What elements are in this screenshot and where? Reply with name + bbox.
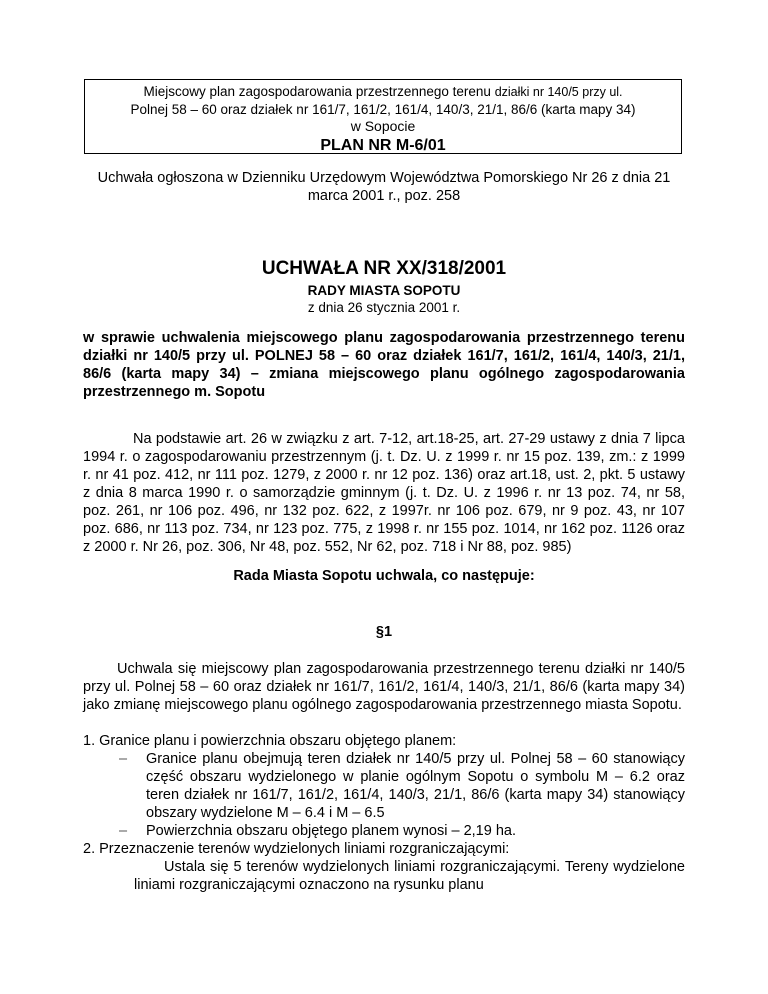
resolution-subject: w sprawie uchwalenia miejscowego planu zagospodarowania przestrzennego terenu działki nr 140/5 przy ul. POLNEJ 58 – 60 oraz działek 161/7, 161/2, 161/4, 140/3, 21/1, 86/6 (karta mapy 34) – zmiana miejscowego planu ogólnego zagospodarowania przestrzennego m. Sopotu [83,330,685,400]
item-1-bullet-list [119,750,685,840]
resolution-council: RADY MIASTA SOPOTU [307,283,461,298]
item-1-heading: 1. Granice planu i powierzchnia obszaru objętego planem: [83,733,457,749]
legal-basis: Na podstawie art. 26 w związku z art. 7-12, art.18-25, art. 27-29 ustawy z dnia 7 lipca 1994 r. o zagospodarowaniu przestrzennym (j. t. Dz. U. z 1999 r. nr 15 poz. 139, zm.: z 1999 r. nr 41 poz. 412, nr 111 poz. 1279, z 2000 r. nr 12 poz. 136) oraz art.18, ust. 2, pkt. 5 ustawy z dnia 8 marca 1990 r. o samorządzie gminnym (j. t. Dz. U. z 1996 r. nr 13 poz. 74, nr 58, poz. 261, nr 106 poz. 496, nr 132 poz. 622, z 1997r. nr 106 poz. 679, nr 9 poz. 43, nr 107 poz. 686, nr 113 poz. 734, nr 123 poz. 775, z 1998 r. nr 155 poz. 1014, nr 162 poz. 1126 oraz z 2000 r. Nr 26, poz. 306, Nr 48, poz. 552, Nr 62, poz. 718 i Nr 88, poz. 985) [83,431,685,555]
bullet-text: Powierzchnia obszaru objętego planem wynosi – 2,19 ha. [146,823,516,839]
resolves-statement: Rada Miasta Sopotu uchwala, co następuje: [233,568,535,584]
header-line-1-small: działki nr 140/5 przy ul. [494,85,623,99]
dash-bullet: – [119,823,128,839]
list-item [119,822,685,840]
item-2-heading: 2. Przeznaczenie terenów wydzielonych liniami rozgraniczającymi: [83,841,510,857]
header-line-3: w Sopocie [350,118,416,134]
item-2-body: Ustala się 5 terenów wydzielonych liniami rozgraniczającymi. Tereny wydzielone liniami rozgraniczającymi oznaczono na rysunku planu [134,859,685,893]
dash-bullet: – [119,751,128,767]
header-line-1 [85,83,681,101]
section-heading: §1 [375,624,393,640]
header-line-1-main: Miejscowy plan zagospodarowania przestrzennego terenu [143,84,491,99]
plan-number: PLAN NR M-6/01 [320,137,446,154]
list-item [119,750,685,822]
header-line-2: Polnej 58 – 60 oraz działek nr 161/7, 161/2, 161/4, 140/3, 21/1, 86/6 (karta mapy 34) [130,102,636,117]
section-paragraph: Uchwala się miejscowy plan zagospodarowania przestrzennego terenu działki nr 140/5 przy ul. Polnej 58 – 60 oraz działek nr 161/7, 161/2, 161/4, 140/3, 21/1, 86/6 (karta mapy 34) jako zmianę miejscowego planu ogólnego zagospodarowania przestrzennego miasta Sopotu. [83,661,685,713]
resolution-date: z dnia 26 stycznia 2001 r. [307,300,461,315]
header-box [84,79,682,154]
bullet-text: Granice planu obejmują teren działek nr 140/5 przy ul. Polnej 58 – 60 stanowiący część obszaru wydzielonego w planie ogólnym Sopotu o symbolu M – 6.2 oraz teren działek nr 161/7, 161/2, 161/4, 140/3, 21/1, 86/6 (karta mapy 34) stanowiący obszary wydzielone M – 6.4 i M – 6.5 [146,751,685,821]
publication-note: Uchwała ogłoszona w Dzienniku Urzędowym Województwa Pomorskiego Nr 26 z dnia 21 marca 2001 r., poz. 258 [97,170,671,204]
resolution-title: UCHWAŁA NR XX/318/2001 [261,258,507,279]
